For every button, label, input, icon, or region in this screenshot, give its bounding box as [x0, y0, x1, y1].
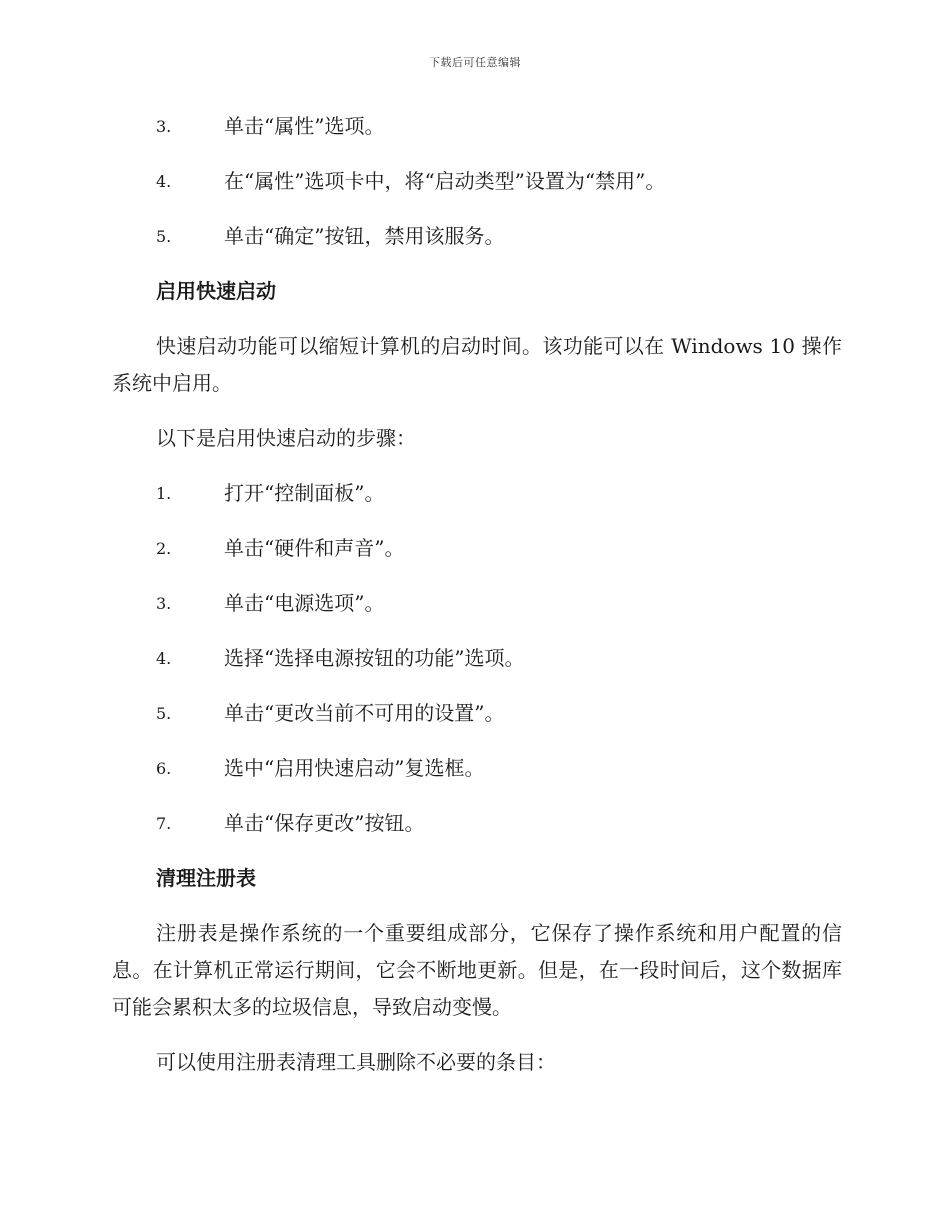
list-text: 单击“电源选项”。 — [224, 591, 385, 615]
list-number: 6. — [156, 759, 172, 778]
list-text: 在“属性”选项卡中，将“启动类型”设置为“禁用”。 — [224, 169, 666, 193]
list-item — [112, 805, 842, 842]
section-heading-registry: 清理注册表 — [156, 866, 256, 890]
list-number: 3. — [156, 594, 172, 613]
list-text: 选中“启用快速启动”复选框。 — [224, 756, 485, 780]
list-number: 2. — [156, 539, 172, 558]
list-number: 4. — [156, 172, 172, 191]
list-text: 单击“硬件和声音”。 — [224, 536, 405, 560]
list-text: 单击“更改当前不可用的设置”。 — [224, 701, 505, 725]
list-item — [112, 163, 842, 200]
list-number: 5. — [156, 704, 172, 723]
list-item — [112, 475, 842, 512]
list-item — [112, 530, 842, 567]
document-body — [112, 108, 842, 1099]
list-number: 7. — [156, 814, 172, 833]
list-number: 1. — [156, 484, 172, 503]
section-heading-fast-boot: 启用快速启动 — [156, 279, 276, 303]
list-item — [112, 695, 842, 732]
paragraph-registry: 注册表是操作系统的一个重要组成部分，它保存了操作系统和用户配置的信息。在计算机正常运行期间，它会不断地更新。但是，在一段时间后，这个数据库可能会累积太多的垃圾信息，导致启动变慢。 — [112, 921, 842, 1019]
intro-fast-boot: 以下是启用快速启动的步骤： — [156, 426, 416, 450]
intro-registry: 可以使用注册表清理工具删除不必要的条目： — [156, 1050, 556, 1074]
list-number: 5. — [156, 227, 172, 246]
list-item — [112, 108, 842, 145]
list-item — [112, 218, 842, 255]
list-text: 单击“保存更改”按钮。 — [224, 811, 425, 835]
paragraph-fast-boot: 快速启动功能可以缩短计算机的启动时间。该功能可以在 Windows 10 操作系统中启用。 — [112, 334, 842, 395]
list-text: 打开“控制面板”。 — [224, 481, 385, 505]
list-text: 选择“选择电源按钮的功能”选项。 — [224, 646, 525, 670]
list-text: 单击“确定”按钮，禁用该服务。 — [224, 224, 505, 248]
list-item — [112, 640, 842, 677]
page-header: 下载后可任意编辑 — [429, 56, 521, 69]
list-number: 4. — [156, 649, 172, 668]
list-item — [112, 750, 842, 787]
list-number: 3. — [156, 117, 172, 136]
list-text: 单击“属性”选项。 — [224, 114, 385, 138]
list-item — [112, 585, 842, 622]
